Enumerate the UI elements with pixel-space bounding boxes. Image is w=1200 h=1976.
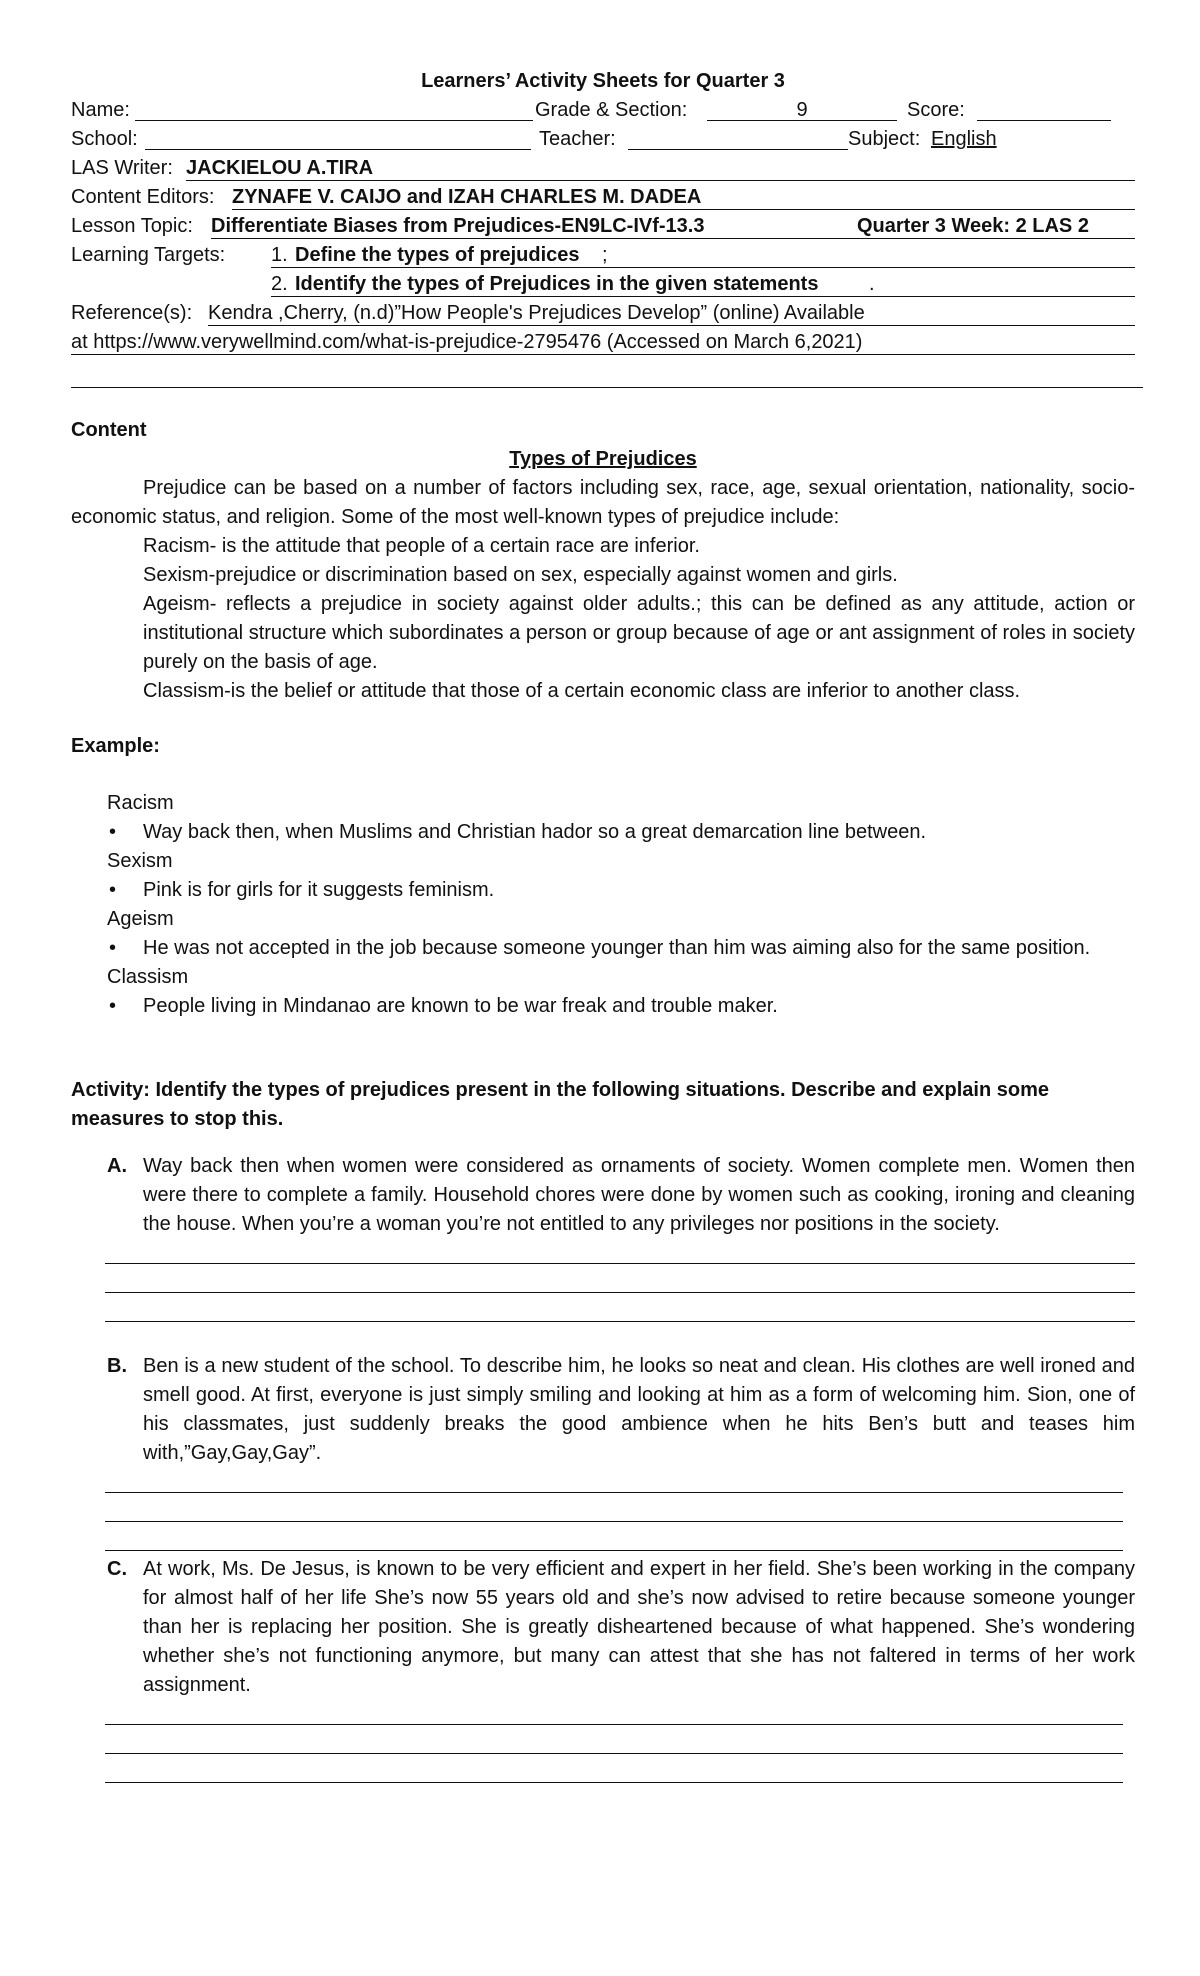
reference-underline-1 <box>208 325 1135 326</box>
name-grade-score-row <box>71 96 1135 125</box>
ageism-definition: Ageism- reflects a prejudice in society against older adults.; this can be defined as any attitude, action or institutional structure which subordinates a person or group because of age or ant assignment of roles in society purely on the basis of age. <box>143 593 1135 673</box>
examples-section <box>71 732 1135 1021</box>
types-heading: Types of Prejudices <box>509 448 697 470</box>
editors-underline <box>232 209 1135 210</box>
bullet-icon: • <box>109 937 117 959</box>
grade-value[interactable]: 9 <box>707 96 897 121</box>
bullet-icon: • <box>109 821 117 843</box>
content-label: Content <box>71 419 147 441</box>
reference-row-2 <box>71 328 1135 357</box>
activity-item-c <box>71 1555 1135 1700</box>
topic-label: Lesson Topic: <box>71 215 193 237</box>
example-text-racism: Way back then, when Muslims and Christian hador so a great demarcation line between. <box>143 821 926 843</box>
topic-row <box>71 212 1135 241</box>
header-separator <box>71 387 1143 388</box>
example-text-sexism: Pink is for girls for it suggests feminism. <box>143 879 495 901</box>
writer-value: JACKIELOU A.TIRA <box>186 157 374 179</box>
example-category-sexism: Sexism <box>107 850 173 872</box>
subject-label: Subject: <box>848 128 921 150</box>
target1-underline <box>271 267 1135 268</box>
target1-row <box>71 241 1135 270</box>
topic-underline <box>211 238 1135 239</box>
name-label: Name: <box>71 99 130 121</box>
targets-label: Learning Targets: <box>71 244 226 266</box>
example-text-ageism: He was not accepted in the job because someone younger than him was aiming also for the same position. <box>143 937 1091 959</box>
activity-item-b <box>71 1352 1135 1468</box>
target1-text: Define the types of prejudices <box>295 244 580 266</box>
teacher-label: Teacher: <box>539 128 616 150</box>
item-c-text: At work, Ms. De Jesus, is known to be very efficient and expert in her field. She’s been working in the company for almost half of her life She’s now 55 years old and she’s now advised to retire because someone younger than her is replacing her position. She is greatly disheartened because of what happened. She’s wondering whether she’s not functioning anymore, but many can attest that she has not faltered in terms of her work assignment. <box>143 1558 1135 1696</box>
activity-instructions: Activity: Identify the types of prejudices present in the following situations. Describe and explain some measures to stop this. <box>71 1079 1049 1130</box>
reference-label: Reference(s): <box>71 302 193 324</box>
example-item-racism <box>71 818 1135 847</box>
target2-text: Identify the types of Prejudices in the given statements <box>295 273 819 295</box>
example-item-classism <box>71 992 1135 1021</box>
score-label: Score: <box>907 99 965 121</box>
editors-row <box>71 183 1135 212</box>
grade-label: Grade & Section: <box>535 99 688 121</box>
target1-end: ; <box>602 244 608 266</box>
answer-lines-b <box>71 1464 1135 1551</box>
answer-lines-a <box>71 1235 1135 1322</box>
answer-line[interactable] <box>105 1696 1123 1725</box>
example-text-classism: People living in Mindanao are known to be war freak and trouble maker. <box>143 995 778 1017</box>
target2-number: 2. <box>271 273 288 295</box>
target1-number: 1. <box>271 244 288 266</box>
bullet-icon: • <box>109 995 117 1017</box>
subject-value: English <box>931 128 997 150</box>
example-item-sexism <box>71 876 1135 905</box>
reference-line-1: Kendra ,Cherry, (n.d)”How People's Prejudices Develop” (online) Available <box>208 302 865 324</box>
name-blank[interactable] <box>135 96 533 121</box>
item-b-label: B. <box>107 1355 127 1377</box>
writer-underline <box>186 180 1135 181</box>
school-label: School: <box>71 128 138 150</box>
answer-line[interactable] <box>105 1493 1123 1522</box>
item-b-text: Ben is a new student of the school. To describe him, he looks so neat and clean. His clothes are well ironed and smell good. At first, everyone is just simply smiling and looking at him as a form of welcoming him. Sion, one of his classmates, just suddenly breaks the good ambience when he hits Ben’s butt and teases him with,”Gay,Gay,Gay”. <box>143 1355 1135 1464</box>
writer-row <box>71 154 1135 183</box>
activity-section <box>71 1076 1135 1783</box>
answer-line[interactable] <box>105 1464 1123 1493</box>
example-item-ageism <box>71 934 1135 963</box>
answer-line[interactable] <box>105 1522 1123 1551</box>
topic-value: Differentiate Biases from Prejudices-EN9LC-IVf-13.3 <box>211 215 705 237</box>
editors-label: Content Editors: <box>71 186 215 208</box>
score-blank[interactable] <box>977 96 1111 121</box>
sheet-title: Learners’ Activity Sheets for Quarter 3 <box>421 70 785 92</box>
racism-definition: Racism- is the attitude that people of a certain race are inferior. <box>143 535 700 557</box>
school-teacher-subject-row <box>71 125 1135 154</box>
bullet-icon: • <box>109 879 117 901</box>
writer-label: LAS Writer: <box>71 157 173 179</box>
reference-row-1 <box>71 299 1135 328</box>
reference-line-2: at https://www.verywellmind.com/what-is-prejudice-2795476 (Accessed on March 6,2021) <box>71 331 863 353</box>
answer-lines-c <box>71 1696 1135 1783</box>
quarter-week: Quarter 3 Week: 2 LAS 2 <box>857 215 1089 237</box>
item-c-label: C. <box>107 1558 127 1580</box>
classism-definition: Classism-is the belief or attitude that those of a certain economic class are inferior to another class. <box>143 680 1021 702</box>
example-category-ageism: Ageism <box>107 908 174 930</box>
reference-underline-2 <box>71 354 1135 355</box>
answer-line[interactable] <box>105 1293 1135 1322</box>
sexism-definition: Sexism-prejudice or discrimination based on sex, especially against women and girls. <box>143 564 898 586</box>
target2-row <box>71 270 1135 299</box>
example-category-racism: Racism <box>107 792 174 814</box>
target2-end: . <box>869 273 875 295</box>
target2-underline <box>271 296 1135 297</box>
activity-item-a <box>71 1152 1135 1239</box>
activity-sheet <box>71 66 1135 1696</box>
answer-line[interactable] <box>105 1754 1123 1783</box>
example-label: Example: <box>71 735 160 757</box>
content-section <box>71 416 1135 706</box>
editors-value: ZYNAFE V. CAIJO and IZAH CHARLES M. DADEA <box>232 186 702 208</box>
answer-line[interactable] <box>105 1264 1135 1293</box>
answer-line[interactable] <box>105 1235 1135 1264</box>
item-a-label: A. <box>107 1155 127 1177</box>
example-category-classism: Classism <box>107 966 189 988</box>
answer-line[interactable] <box>105 1725 1123 1754</box>
teacher-blank[interactable] <box>628 125 848 150</box>
school-blank[interactable] <box>145 125 531 150</box>
item-a-text: Way back then when women were considered as ornaments of society. Women complete men. Women then were there to complete a family. Household chores were done by women such as cooking, ironing and cleaning the house. When you’re a woman you’re not entitled to any privileges nor positions in the society. <box>143 1155 1135 1235</box>
intro-paragraph: Prejudice can be based on a number of factors including sex, race, age, sexual orientation, nationality, socio-economic status, and religion. Some of the most well-known types of prejudice include: <box>71 477 1135 528</box>
